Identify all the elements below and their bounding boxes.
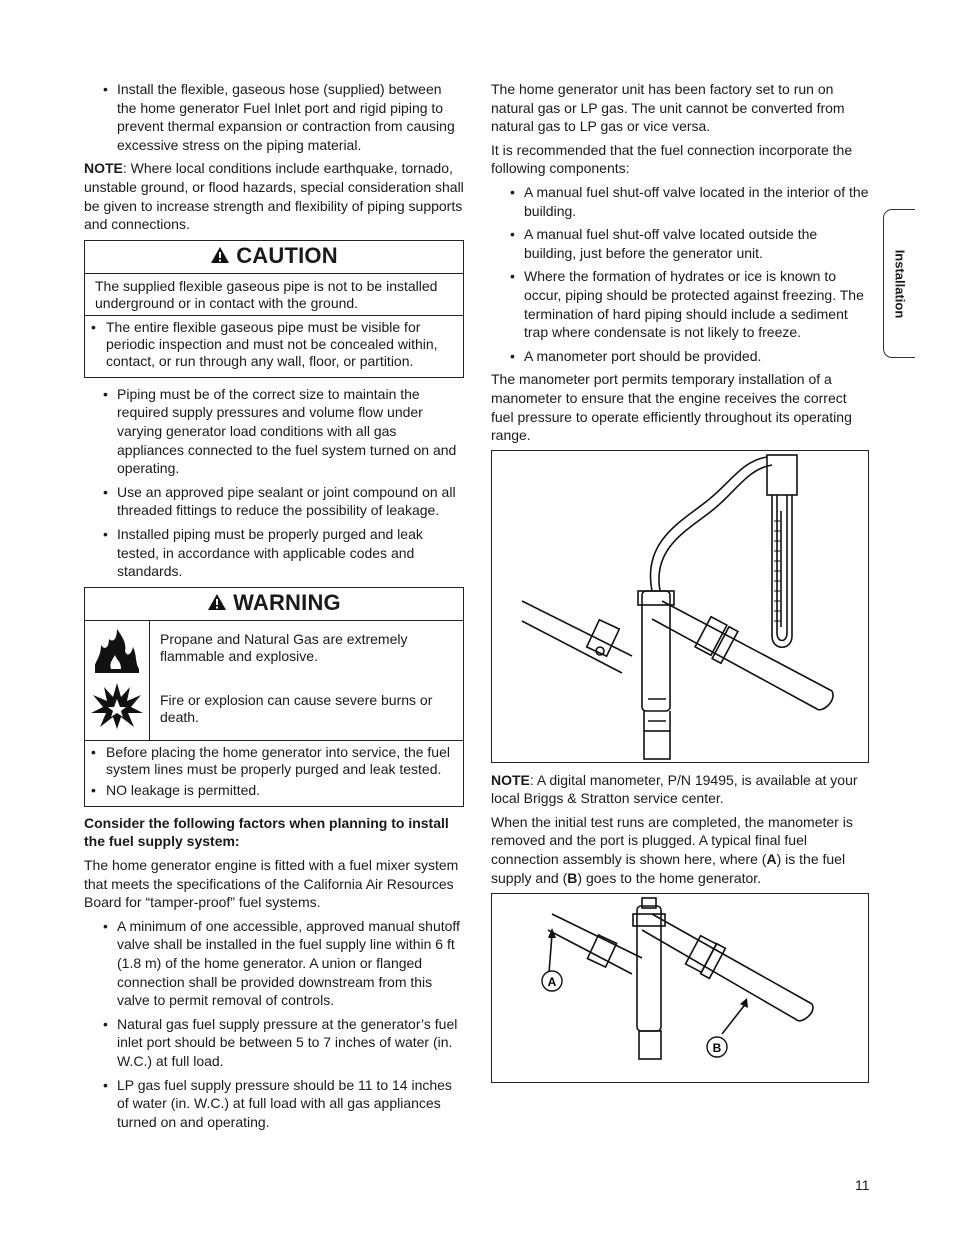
list-item: • Natural gas fuel supply pressure at the generator’s fuel inlet port should be between 5 to 7 inches of water (in. W.C.) at full load.: [84, 1015, 464, 1071]
list-item: • Where the formation of hydrates or ice is known to occur, piping should be protected against freezing. The termination of hard piping should include a sediment trap where condensate is not likely to freeze.: [491, 267, 869, 341]
page-number: 11: [855, 1177, 870, 1193]
warning-box: [84, 587, 464, 807]
list-item: • A manometer port should be provided.: [491, 347, 869, 366]
section-side-tab: [883, 209, 915, 358]
left-column: [84, 80, 464, 1136]
bullet-list-1: [84, 80, 464, 154]
bullet-list-3: [84, 917, 464, 1132]
note-label: NOTE: [491, 771, 530, 788]
warning-header: [85, 588, 463, 621]
digital-manometer-note: [491, 771, 869, 808]
list-item: • The entire flexible gaseous pipe must be visible for periodic inspection and must not be concealed within, contact, or run through any wall, floor, or partition.: [91, 319, 453, 370]
callout-b: [707, 1037, 727, 1057]
warning-list: [85, 741, 463, 806]
list-item: • Install the flexible, gaseous hose (supplied) between the home generator Fuel Inlet port and rigid piping to prevent thermal expansion or contraction from causing excessive stress on the piping material.: [84, 80, 464, 154]
list-item: • A minimum of one accessible, approved manual shutoff valve shall be installed in the fuel supply line within 6 ft (1.8 m) of the home generator. A union or flanged connection shall be provided downstream from this valve to permit removal of controls.: [84, 917, 464, 1010]
callout-b-label: B: [712, 1041, 722, 1056]
list-item: • NO leakage is permitted.: [91, 782, 453, 799]
caution-text: The supplied flexible gaseous pipe is not to be installed underground or in contact with the ground.: [95, 277, 438, 311]
final-connection-paragraph: [491, 813, 869, 887]
callout-a-label: A: [547, 975, 557, 990]
warning-text-2: Fire or explosion can cause severe burns or death.: [160, 691, 433, 725]
caution-list: [85, 315, 463, 377]
list-item: • A manual fuel shut-off valve located in the interior of the building.: [491, 183, 869, 220]
warning-title: WARNING: [233, 590, 341, 616]
warning-text-1: Propane and Natural Gas are extremely flammable and explosive.: [160, 630, 408, 664]
fire-icon: [91, 625, 143, 680]
section-heading: Consider the following factors when planning to install the fuel supply system:: [84, 814, 449, 850]
caution-box: [84, 240, 464, 378]
label-b-ref: B: [567, 869, 578, 886]
list-item: • A manual fuel shut-off valve located outside the building, just before the generator unit.: [491, 225, 869, 262]
components-list: [491, 183, 869, 365]
right-column: [491, 80, 869, 1083]
note-paragraph: [84, 159, 464, 233]
list-item: • LP gas fuel supply pressure should be 11 to 14 inches of water (in. W.C.) at full load with all gas appliances turned on and operating.: [84, 1076, 464, 1132]
caution-title: CAUTION: [236, 243, 338, 269]
final-connection-figure: [491, 893, 869, 1083]
warning-text: [150, 621, 463, 740]
manometer-illustration: [492, 451, 867, 761]
list-item: • Use an approved pipe sealant or joint compound on all threaded fittings to reduce the possibility of leakage.: [84, 483, 464, 520]
text-span: ) goes to the home generator.: [577, 869, 762, 886]
manometer-figure: [491, 450, 869, 763]
side-tab-label: Installation: [892, 249, 907, 318]
caution-triangle-icon: [210, 246, 230, 267]
text-span: ) is the fuel supply and (: [491, 851, 846, 886]
list-item: • Before placing the home generator into service, the fuel system lines must be properly purged and leak tested.: [91, 744, 453, 778]
final-connection-illustration: [492, 894, 867, 1080]
factory-set-paragraph: The home generator unit has been factory set to run on natural gas or LP gas. The unit cannot be converted from natural gas to LP gas or vice versa.: [491, 81, 845, 135]
fuel-mixer-paragraph: The home generator engine is fitted with a fuel mixer system that meets the specifications of the California Air Resources Board for “tamper-proof” fuel systems.: [84, 857, 459, 911]
label-a-ref: A: [766, 851, 777, 868]
note-text: : A digital manometer, P/N 19495, is available at your local Briggs & Stratton service center.: [491, 771, 858, 807]
note-text: : Where local conditions include earthquake, tornado, unstable ground, or flood hazards, special consideration shall be given to increase strength and flexibility of piping supports and connections.: [84, 160, 464, 233]
list-item: • Piping must be of the correct size to maintain the required supply pressures and volume flow under varying generator load conditions with all gas appliances connected to the fuel system turned on and operating.: [84, 385, 464, 478]
list-item: • Installed piping must be properly purged and leak tested, in accordance with applicable codes and standards.: [84, 525, 464, 581]
callout-a: [542, 971, 562, 991]
text-span: When the initial test runs are completed, the manometer is removed and the port is plugged. A typical final fuel connection assembly is shown here, where (: [491, 813, 853, 868]
manometer-paragraph: The manometer port permits temporary installation of a manometer to ensure that the engine receives the correct fuel pressure to operate efficiently throughout its operating range.: [491, 371, 852, 444]
warning-icons: [85, 621, 150, 740]
recommend-paragraph: It is recommended that the fuel connection incorporate the following components:: [491, 141, 853, 177]
warning-triangle-icon: [207, 593, 227, 614]
warning-hazards: [85, 621, 463, 741]
caution-header: [85, 241, 463, 274]
note-label: NOTE: [84, 160, 123, 177]
explosion-icon: [90, 679, 144, 736]
bullet-list-2: [84, 385, 464, 581]
